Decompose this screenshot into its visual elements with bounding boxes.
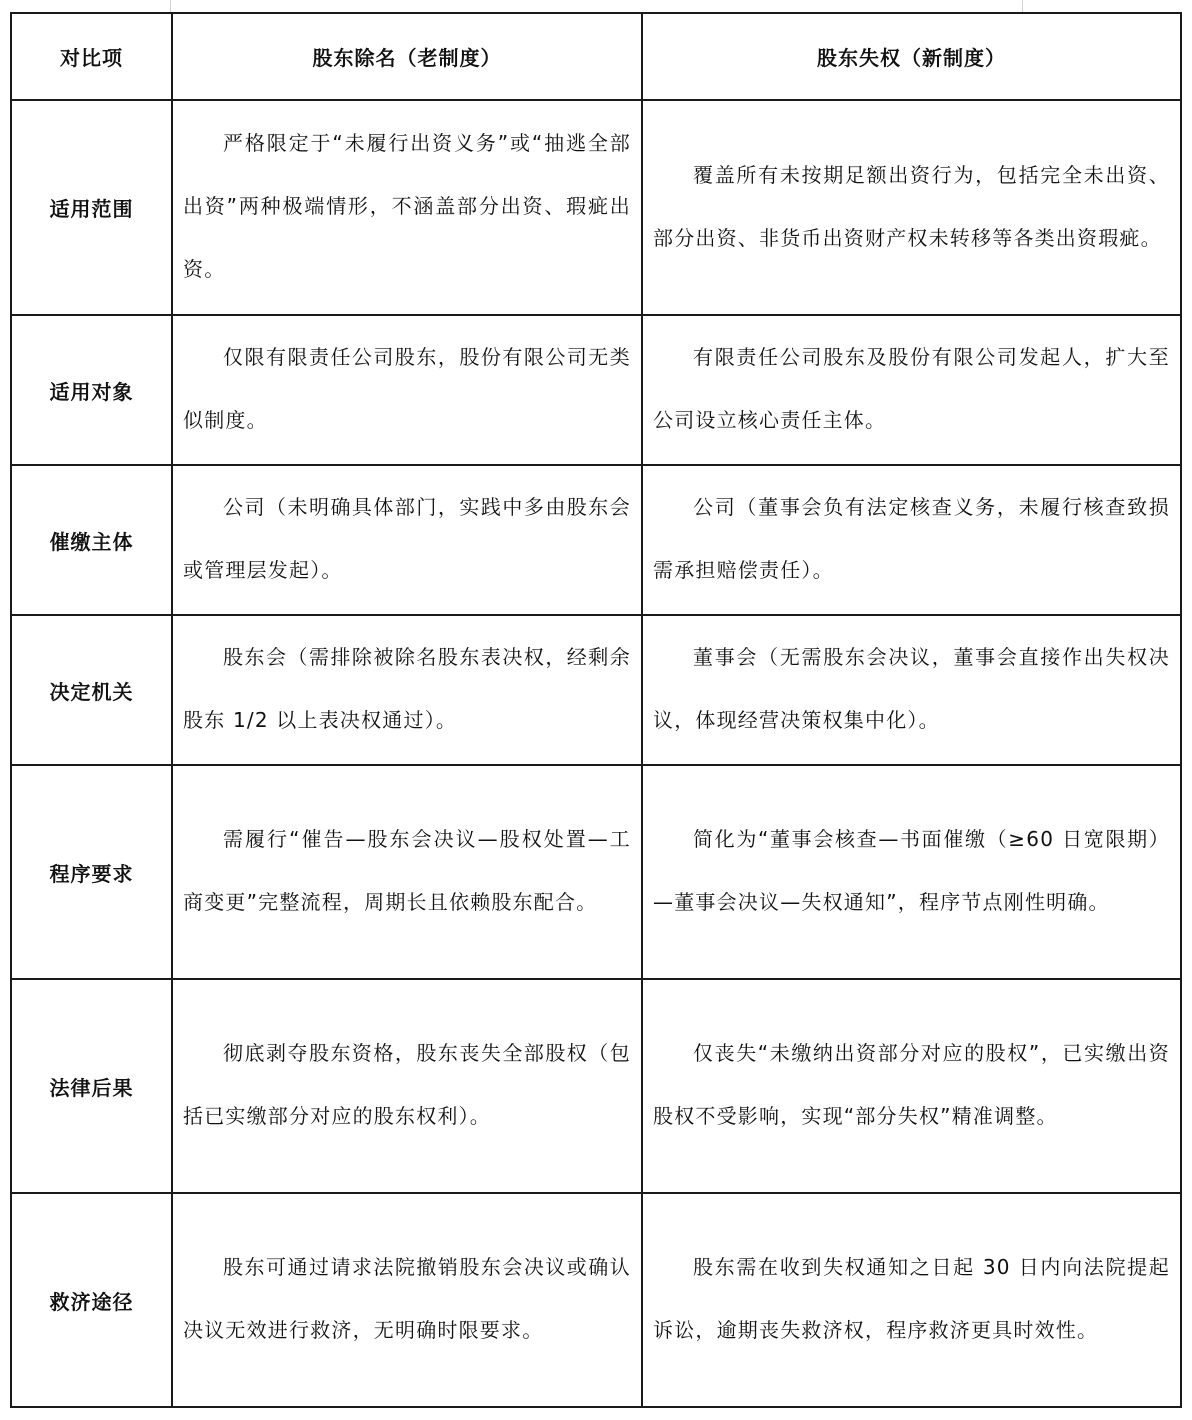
old-system-cell [172,315,642,465]
header-new-system: 股东失权（新制度） [642,13,1181,100]
comparison-table [10,12,1182,1408]
old-system-text: 严格限定于“未履行出资义务”或“抽逃全部出资”两种极端情形，不涵盖部分出资、瑕疵出资。 [183,131,631,281]
new-system-cell [642,765,1181,979]
new-system-text: 公司（董事会负有法定核查义务，未履行核查致损需承担赔偿责任）。 [653,495,1170,582]
old-system-text: 彻底剥夺股东资格，股东丧失全部股权（包括已实缴部分对应的股东权利）。 [183,1041,631,1128]
new-system-text: 覆盖所有未按期足额出资行为，包括完全未出资、部分出资、非货币出资财产权未转移等各类出资瑕疵。 [653,162,1170,250]
header-old-system: 股东除名（老制度） [172,13,642,100]
old-system-text: 股东会（需排除被除名股东表决权，经剩余股东 1/2 以上表决权通过）。 [183,645,631,732]
new-system-cell [642,979,1181,1193]
new-system-text: 股东需在收到失权通知之日起 30 日内向法院提起诉讼，逾期丧失救济权，程序救济更具时效性。 [653,1255,1170,1342]
new-system-text: 简化为“董事会核查—书面催缴（≥60 日宽限期）—董事会决议—失权通知”，程序节点刚性明确。 [653,827,1170,914]
row-label: 适用范围 [11,100,172,315]
row-label: 救济途径 [11,1193,172,1407]
old-system-cell [172,765,642,979]
table-row [11,100,1181,315]
new-system-cell [642,615,1181,765]
old-system-cell [172,979,642,1193]
header-row [11,13,1181,100]
new-system-cell [642,465,1181,615]
old-system-cell [172,615,642,765]
old-system-text: 公司（未明确具体部门，实践中多由股东会或管理层发起）。 [183,495,631,582]
row-label: 法律后果 [11,979,172,1193]
old-system-cell [172,100,642,315]
row-label: 催缴主体 [11,465,172,615]
old-system-text: 仅限有限责任公司股东，股份有限公司无类似制度。 [183,345,631,432]
old-system-cell [172,465,642,615]
new-system-cell [642,315,1181,465]
old-system-text: 需履行“催告—股东会决议—股权处置—工商变更”完整流程，周期长且依赖股东配合。 [183,827,631,914]
row-label: 适用对象 [11,315,172,465]
new-system-text: 有限责任公司股东及股份有限公司发起人，扩大至公司设立核心责任主体。 [653,345,1170,432]
old-system-text: 股东可通过请求法院撤销股东会决议或确认决议无效进行救济，无明确时限要求。 [183,1255,631,1342]
old-system-cell [172,1193,642,1407]
top-edge-lines [0,0,1192,12]
table-row [11,615,1181,765]
row-label: 决定机关 [11,615,172,765]
table-row [11,979,1181,1193]
row-label: 程序要求 [11,765,172,979]
new-system-cell [642,100,1181,315]
table-row [11,765,1181,979]
new-system-text: 仅丧失“未缴纳出资部分对应的股权”，已实缴出资股权不受影响，实现“部分失权”精准调整。 [653,1041,1170,1128]
table-row [11,465,1181,615]
header-item: 对比项 [11,13,172,100]
table-row [11,315,1181,465]
new-system-text: 董事会（无需股东会决议，董事会直接作出失权决议，体现经营决策权集中化）。 [653,645,1170,732]
new-system-cell [642,1193,1181,1407]
table-row [11,1193,1181,1407]
